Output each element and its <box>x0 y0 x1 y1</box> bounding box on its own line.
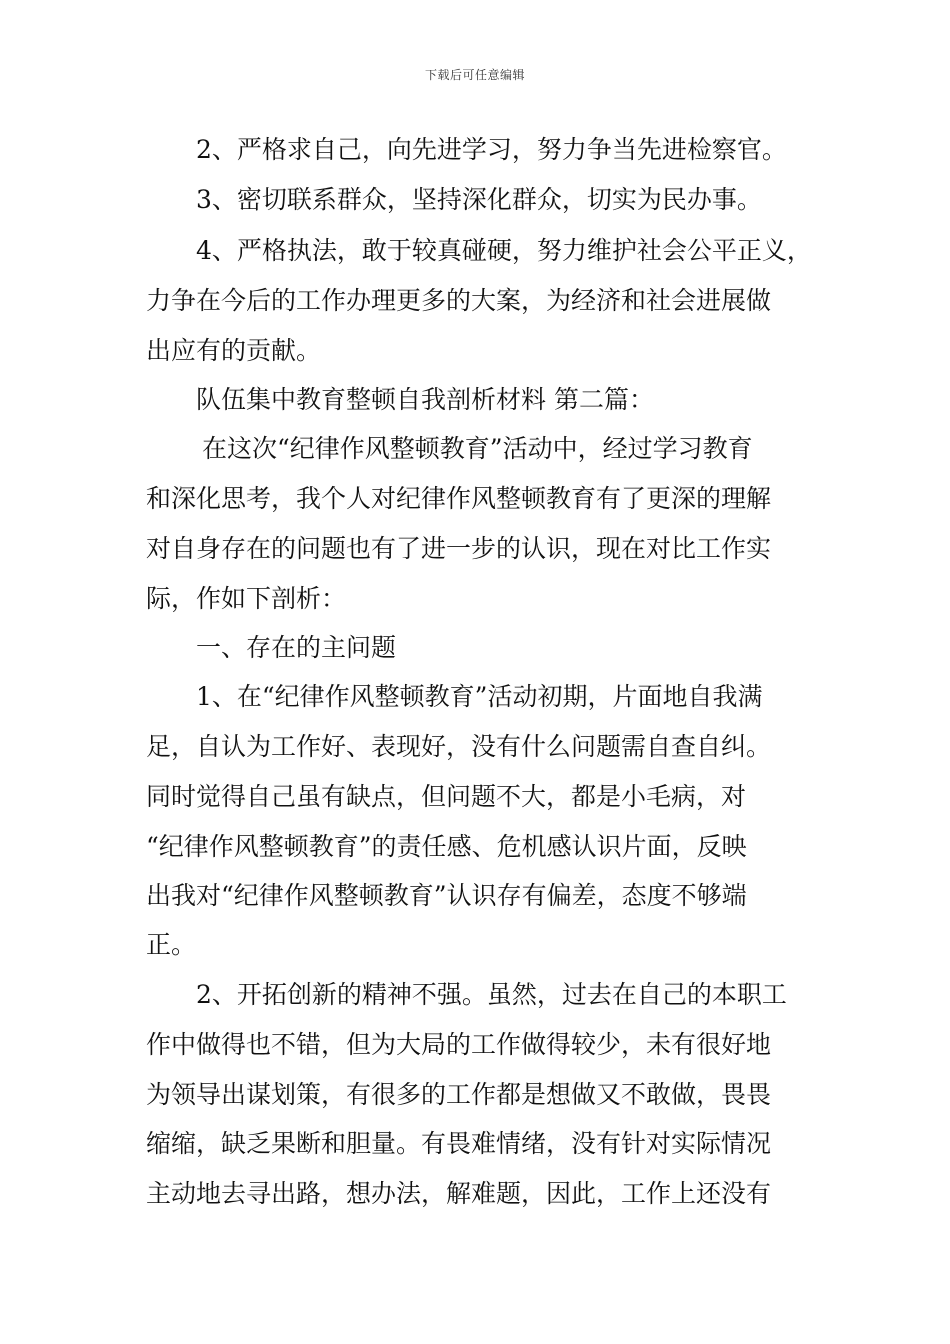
text-line: 在这次“纪律作风整顿教育”活动中，经过学习教育 <box>202 434 753 463</box>
section-title: 队伍集中教育整顿自我剖析材料 第二篇： <box>196 385 654 414</box>
page-header: 下载后可任意编辑 <box>424 68 525 82</box>
text-line: 为领导出谋划策，有很多的工作都是想做又不敢做，畏畏 <box>146 1080 772 1109</box>
text-line: 1、在“纪律作风整顿教育”活动初期，片面地自我满 <box>196 682 763 711</box>
text-line: 2、严格求自己，向先进学习，努力争当先进检察官。 <box>196 135 787 164</box>
section-heading: 一、存在的主问题 <box>196 633 397 662</box>
text-line: 力争在今后的工作办理更多的大案，为经济和社会进展做 <box>146 286 772 315</box>
text-line: 和深化思考，我个人对纪律作风整顿教育有了更深的理解 <box>146 484 772 513</box>
text-line: 作中做得也不错，但为大局的工作做得较少，未有很好地 <box>146 1030 772 1059</box>
text-line: 缩缩，缺乏果断和胆量。有畏难情绪，没有针对实际情况 <box>146 1129 772 1158</box>
text-line: 出我对“纪律作风整顿教育”认识存有偏差，态度不够端 <box>146 881 747 910</box>
text-line: 正。 <box>146 930 197 959</box>
text-line: 3、密切联系群众，坚持深化群众，切实为民办事。 <box>196 185 762 214</box>
text-line: 4、严格执法，敢于较真碰硬，努力维护社会公平正义， <box>196 236 812 265</box>
text-line: 出应有的贡献。 <box>146 336 322 365</box>
text-line: 足，自认为工作好、表现好，没有什么问题需自查自纠。 <box>146 732 772 761</box>
text-line: 2、开拓创新的精神不强。虽然，过去在自己的本职工 <box>196 980 787 1009</box>
text-line: 主动地去寻出路，想办法，解难题，因此，工作上还没有 <box>146 1179 772 1208</box>
text-line: 际，作如下剖析： <box>146 584 347 613</box>
text-line: 同时觉得自己虽有缺点，但问题不大，都是小毛病，对 <box>146 782 747 811</box>
text-line: 对自身存在的问题也有了进一步的认识，现在对比工作实 <box>146 534 772 563</box>
text-line: “纪律作风整顿教育”的责任感、危机感认识片面，反映 <box>146 832 747 861</box>
